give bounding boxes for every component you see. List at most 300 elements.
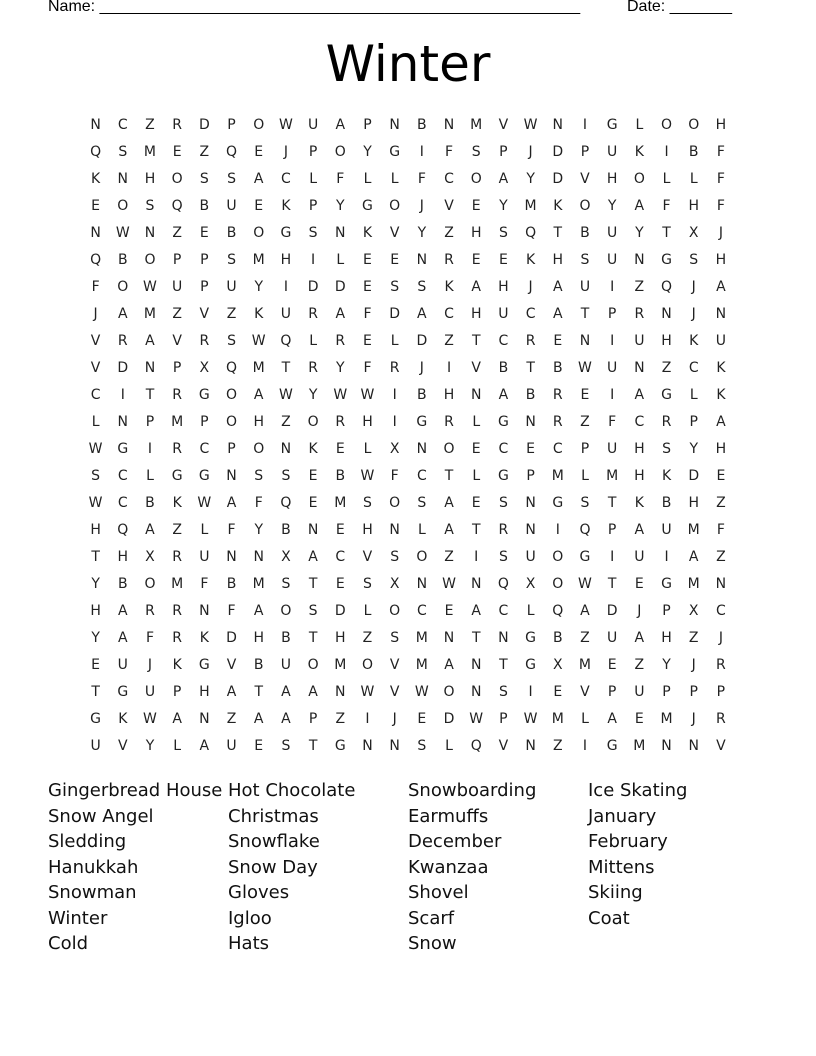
grid-letter[interactable]: N — [634, 252, 645, 268]
grid-letter[interactable]: O — [443, 684, 455, 700]
grid-letter[interactable]: Z — [444, 225, 454, 241]
grid-letter[interactable]: Q — [226, 144, 238, 160]
grid-letter[interactable]: J — [691, 657, 696, 673]
grid-letter[interactable]: M — [660, 711, 673, 727]
grid-letter[interactable]: W — [442, 576, 456, 592]
grid-letter[interactable]: X — [389, 576, 400, 592]
grid-letter[interactable]: W — [88, 495, 103, 511]
grid-letter[interactable]: V — [362, 549, 373, 565]
grid-letter[interactable]: N — [117, 414, 129, 430]
grid-letter[interactable]: L — [363, 603, 372, 619]
grid-letter[interactable]: L — [309, 171, 317, 187]
grid-letter[interactable]: F — [145, 630, 154, 646]
grid-letter[interactable]: U — [226, 279, 237, 295]
grid-letter[interactable]: O — [253, 225, 265, 241]
grid-letter[interactable]: S — [308, 603, 318, 619]
grid-letter[interactable]: Z — [281, 414, 291, 430]
grid-letter[interactable]: C — [525, 306, 536, 322]
grid-letter[interactable]: R — [389, 360, 400, 376]
grid-letter[interactable]: V — [117, 738, 128, 754]
grid-letter[interactable]: U — [634, 333, 645, 349]
grid-letter[interactable]: U — [715, 333, 727, 349]
grid-letter[interactable]: A — [117, 630, 128, 646]
grid-letter[interactable]: M — [171, 414, 184, 430]
grid-letter[interactable]: K — [91, 171, 101, 187]
grid-letter[interactable]: J — [93, 306, 98, 322]
grid-letter[interactable]: G — [552, 495, 564, 511]
grid-letter[interactable]: P — [607, 684, 617, 700]
grid-letter[interactable]: L — [363, 171, 372, 187]
grid-letter[interactable]: P — [499, 144, 508, 160]
grid-letter[interactable]: K — [661, 468, 672, 484]
grid-letter[interactable]: L — [336, 252, 345, 268]
grid-letter[interactable]: P — [607, 522, 617, 538]
grid-letter[interactable]: H — [199, 684, 210, 700]
grid-letter[interactable]: G — [334, 738, 346, 754]
grid-letter[interactable]: J — [718, 225, 723, 241]
grid-letter[interactable]: U — [144, 684, 156, 700]
grid-letter[interactable]: A — [253, 387, 264, 403]
grid-letter[interactable]: J — [691, 306, 696, 322]
grid-letter[interactable]: M — [687, 576, 700, 592]
grid-letter[interactable]: R — [172, 441, 183, 457]
grid-letter[interactable]: U — [607, 144, 618, 160]
grid-letter[interactable]: M — [143, 306, 157, 322]
grid-letter[interactable]: U — [661, 522, 672, 538]
grid-letter[interactable]: H — [280, 252, 292, 268]
grid-letter[interactable]: N — [661, 738, 672, 754]
grid-letter[interactable]: P — [662, 684, 671, 700]
grid-letter[interactable]: V — [716, 738, 726, 754]
grid-letter[interactable]: S — [363, 576, 372, 592]
grid-letter[interactable]: F — [608, 414, 617, 430]
grid-letter[interactable]: Z — [172, 306, 182, 322]
grid-letter[interactable]: L — [472, 414, 481, 430]
grid-letter[interactable]: I — [664, 144, 669, 160]
grid-letter[interactable]: H — [634, 441, 645, 457]
grid-letter[interactable]: A — [281, 711, 291, 727]
grid-letter[interactable]: W — [333, 387, 348, 403]
grid-letter[interactable]: K — [634, 144, 644, 160]
grid-letter[interactable]: M — [578, 657, 592, 673]
grid-letter[interactable]: D — [606, 603, 618, 619]
grid-letter[interactable]: H — [470, 306, 482, 322]
grid-letter[interactable]: V — [90, 360, 101, 376]
grid-letter[interactable]: B — [281, 522, 291, 538]
grid-letter[interactable]: B — [525, 387, 536, 403]
grid-letter[interactable]: E — [254, 738, 264, 754]
grid-letter[interactable]: M — [633, 738, 646, 754]
grid-letter[interactable]: R — [444, 252, 454, 268]
grid-letter[interactable]: U — [280, 657, 292, 673]
grid-letter[interactable]: E — [363, 252, 372, 268]
grid-letter[interactable]: C — [634, 414, 645, 430]
grid-letter[interactable]: H — [688, 495, 699, 511]
grid-letter[interactable]: Z — [580, 630, 590, 646]
grid-letter[interactable]: B — [335, 468, 346, 484]
grid-letter[interactable]: C — [498, 603, 509, 619]
grid-letter[interactable]: O — [552, 576, 564, 592]
grid-letter[interactable]: N — [90, 117, 101, 133]
grid-letter[interactable]: W — [88, 441, 103, 457]
grid-letter[interactable]: U — [226, 198, 237, 214]
grid-letter[interactable]: B — [498, 360, 509, 376]
grid-letter[interactable]: Q — [90, 252, 102, 268]
grid-letter[interactable]: E — [634, 576, 644, 592]
grid-letter[interactable]: K — [689, 333, 699, 349]
grid-letter[interactable]: F — [200, 576, 209, 592]
grid-letter[interactable]: S — [254, 468, 264, 484]
grid-letter[interactable]: X — [389, 441, 400, 457]
grid-letter[interactable]: J — [637, 603, 642, 619]
grid-letter[interactable]: P — [363, 117, 372, 133]
grid-letter[interactable]: Z — [444, 333, 454, 349]
grid-letter[interactable]: K — [308, 441, 318, 457]
grid-letter[interactable]: W — [360, 468, 375, 484]
grid-letter[interactable]: H — [362, 522, 373, 538]
grid-letter[interactable]: F — [336, 171, 345, 187]
grid-letter[interactable]: J — [419, 198, 424, 214]
grid-letter[interactable]: W — [143, 279, 157, 295]
grid-letter[interactable]: Y — [91, 576, 100, 592]
grid-letter[interactable]: R — [661, 414, 672, 430]
grid-letter[interactable]: Z — [226, 711, 237, 727]
grid-letter[interactable]: I — [283, 279, 288, 295]
grid-letter[interactable]: L — [445, 738, 453, 754]
grid-letter[interactable]: G — [90, 711, 102, 727]
grid-letter[interactable]: C — [416, 468, 427, 484]
grid-letter[interactable]: E — [172, 144, 182, 160]
grid-letter[interactable]: Y — [499, 198, 508, 214]
grid-letter[interactable]: R — [308, 360, 318, 376]
grid-letter[interactable]: H — [362, 414, 373, 430]
grid-letter[interactable]: R — [308, 306, 318, 322]
grid-letter[interactable]: E — [308, 495, 318, 511]
grid-letter[interactable]: K — [716, 387, 726, 403]
grid-letter[interactable]: S — [308, 225, 318, 241]
grid-letter[interactable]: H — [715, 252, 727, 268]
grid-letter[interactable]: N — [335, 225, 346, 241]
grid-letter[interactable]: R — [145, 603, 155, 619]
grid-letter[interactable]: W — [414, 684, 429, 700]
grid-letter[interactable]: H — [443, 387, 455, 403]
grid-letter[interactable]: E — [335, 522, 345, 538]
grid-letter[interactable]: L — [581, 468, 589, 484]
grid-letter[interactable]: P — [716, 684, 726, 700]
grid-letter[interactable]: P — [200, 252, 209, 268]
grid-letter[interactable]: Q — [90, 144, 102, 160]
grid-letter[interactable]: W — [523, 711, 538, 727]
grid-letter[interactable]: V — [389, 657, 400, 673]
grid-letter[interactable]: S — [471, 144, 481, 160]
grid-letter[interactable]: N — [199, 711, 210, 727]
grid-letter[interactable]: O — [389, 603, 401, 619]
grid-letter[interactable]: M — [171, 576, 184, 592]
grid-letter[interactable]: P — [227, 117, 236, 133]
grid-letter[interactable]: G — [198, 387, 210, 403]
grid-letter[interactable]: F — [363, 360, 372, 376]
grid-letter[interactable]: C — [444, 306, 454, 322]
grid-letter[interactable]: A — [281, 684, 291, 700]
grid-letter[interactable]: S — [227, 171, 236, 187]
grid-letter[interactable]: I — [582, 117, 588, 133]
grid-letter[interactable]: U — [117, 657, 128, 673]
grid-letter[interactable]: L — [173, 738, 182, 754]
grid-letter[interactable]: A — [634, 630, 645, 646]
grid-letter[interactable]: H — [117, 549, 129, 565]
grid-letter[interactable]: O — [144, 576, 156, 592]
grid-letter[interactable]: H — [498, 279, 509, 295]
grid-letter[interactable]: W — [360, 387, 375, 403]
grid-letter[interactable]: U — [226, 738, 237, 754]
grid-letter[interactable]: E — [634, 711, 644, 727]
grid-letter[interactable]: B — [688, 144, 699, 160]
grid-letter[interactable]: N — [144, 360, 156, 376]
grid-letter[interactable]: C — [498, 441, 509, 457]
grid-letter[interactable]: C — [688, 360, 699, 376]
grid-letter[interactable]: U — [607, 360, 618, 376]
grid-letter[interactable]: P — [499, 711, 508, 727]
grid-letter[interactable]: Z — [634, 279, 645, 295]
grid-letter[interactable]: Y — [635, 225, 644, 241]
grid-letter[interactable]: Q — [171, 198, 183, 214]
grid-letter[interactable]: M — [551, 468, 564, 484]
grid-letter[interactable]: S — [390, 279, 400, 295]
grid-letter[interactable]: E — [471, 252, 481, 268]
grid-letter[interactable]: P — [689, 414, 698, 430]
grid-letter[interactable]: L — [472, 468, 481, 484]
grid-letter[interactable]: G — [280, 225, 292, 241]
grid-letter[interactable]: S — [580, 252, 590, 268]
grid-letter[interactable]: N — [226, 468, 237, 484]
grid-letter[interactable]: R — [552, 414, 563, 430]
grid-letter[interactable]: H — [606, 171, 618, 187]
grid-letter[interactable]: T — [607, 495, 617, 511]
grid-letter[interactable]: J — [392, 711, 397, 727]
grid-letter[interactable]: Z — [716, 495, 726, 511]
grid-letter[interactable]: Z — [335, 711, 346, 727]
grid-letter[interactable]: P — [580, 441, 590, 457]
grid-letter[interactable]: A — [172, 711, 182, 727]
grid-letter[interactable]: N — [280, 441, 292, 457]
grid-letter[interactable]: T — [471, 630, 481, 646]
grid-letter[interactable]: P — [308, 144, 318, 160]
grid-letter[interactable]: P — [580, 144, 590, 160]
grid-letter[interactable]: H — [715, 441, 727, 457]
grid-letter[interactable]: X — [688, 603, 699, 619]
grid-letter[interactable]: Y — [607, 198, 617, 214]
grid-letter[interactable]: V — [199, 306, 210, 322]
grid-letter[interactable]: A — [417, 306, 427, 322]
grid-letter[interactable]: A — [335, 306, 346, 322]
grid-letter[interactable]: Z — [634, 657, 645, 673]
grid-letter[interactable]: U — [172, 279, 183, 295]
grid-letter[interactable]: V — [498, 117, 509, 133]
grid-letter[interactable]: A — [308, 549, 318, 565]
grid-letter[interactable]: C — [117, 468, 128, 484]
grid-letter[interactable]: L — [635, 117, 644, 133]
grid-letter[interactable]: C — [117, 117, 128, 133]
grid-letter[interactable]: D — [416, 333, 428, 349]
grid-letter[interactable]: A — [117, 306, 128, 322]
grid-letter[interactable]: S — [498, 684, 508, 700]
grid-letter[interactable]: G — [497, 468, 509, 484]
grid-letter[interactable]: R — [199, 333, 210, 349]
grid-letter[interactable]: P — [227, 441, 236, 457]
grid-letter[interactable]: Z — [661, 360, 672, 376]
grid-letter[interactable]: S — [498, 225, 508, 241]
grid-letter[interactable]: L — [200, 522, 209, 538]
grid-letter[interactable]: R — [444, 414, 454, 430]
grid-letter[interactable]: U — [579, 279, 591, 295]
grid-letter[interactable]: A — [498, 171, 509, 187]
grid-letter[interactable]: S — [662, 441, 671, 457]
grid-letter[interactable]: O — [470, 171, 482, 187]
grid-letter[interactable]: B — [253, 657, 264, 673]
grid-letter[interactable]: A — [117, 603, 128, 619]
grid-letter[interactable]: S — [689, 252, 699, 268]
grid-letter[interactable]: N — [525, 522, 536, 538]
grid-letter[interactable]: A — [716, 279, 726, 295]
grid-letter[interactable]: W — [197, 495, 212, 511]
grid-letter[interactable]: B — [145, 495, 155, 511]
grid-letter[interactable]: E — [471, 198, 481, 214]
grid-letter[interactable]: B — [552, 630, 563, 646]
grid-letter[interactable]: T — [607, 576, 617, 592]
grid-letter[interactable]: O — [633, 171, 645, 187]
grid-letter[interactable]: F — [716, 171, 725, 187]
grid-letter[interactable]: N — [470, 576, 482, 592]
grid-letter[interactable]: Z — [172, 522, 182, 538]
grid-letter[interactable]: S — [580, 495, 590, 511]
grid-letter[interactable]: A — [444, 522, 454, 538]
grid-letter[interactable]: T — [254, 684, 263, 700]
grid-letter[interactable]: P — [526, 468, 535, 484]
grid-letter[interactable]: F — [445, 144, 454, 160]
grid-letter[interactable]: K — [444, 279, 454, 295]
grid-letter[interactable]: Y — [526, 171, 535, 187]
grid-letter[interactable]: O — [171, 171, 183, 187]
grid-letter[interactable]: P — [200, 279, 209, 295]
grid-letter[interactable]: T — [499, 657, 508, 673]
grid-letter[interactable]: J — [419, 360, 424, 376]
grid-letter[interactable]: L — [309, 333, 317, 349]
grid-letter[interactable]: A — [471, 279, 481, 295]
grid-letter[interactable]: O — [389, 198, 401, 214]
grid-letter[interactable]: E — [335, 441, 345, 457]
grid-letter[interactable]: N — [498, 630, 509, 646]
grid-letter[interactable]: O — [117, 279, 129, 295]
grid-letter[interactable]: N — [579, 333, 591, 349]
grid-letter[interactable]: R — [716, 657, 726, 673]
grid-letter[interactable]: S — [227, 252, 236, 268]
grid-letter[interactable]: O — [226, 387, 238, 403]
grid-letter[interactable]: S — [390, 630, 400, 646]
grid-letter[interactable]: J — [691, 279, 696, 295]
grid-letter[interactable]: K — [526, 252, 536, 268]
grid-letter[interactable]: A — [552, 306, 563, 322]
grid-letter[interactable]: F — [716, 144, 725, 160]
grid-letter[interactable]: G — [117, 684, 129, 700]
grid-letter[interactable]: O — [416, 549, 428, 565]
grid-letter[interactable]: S — [363, 495, 372, 511]
grid-letter[interactable]: B — [226, 225, 237, 241]
grid-letter[interactable]: Z — [688, 630, 699, 646]
grid-letter[interactable]: Y — [689, 441, 698, 457]
grid-letter[interactable]: W — [143, 711, 157, 727]
grid-letter[interactable]: Z — [172, 225, 182, 241]
grid-letter[interactable]: V — [389, 225, 400, 241]
grid-letter[interactable]: C — [335, 549, 346, 565]
grid-letter[interactable]: I — [610, 387, 615, 403]
grid-letter[interactable]: J — [147, 657, 153, 673]
grid-letter[interactable]: T — [553, 225, 563, 241]
grid-letter[interactable]: L — [581, 711, 589, 727]
grid-letter[interactable]: U — [307, 117, 319, 133]
grid-letter[interactable]: O — [253, 441, 265, 457]
grid-letter[interactable]: Z — [444, 549, 454, 565]
grid-letter[interactable]: Y — [336, 198, 345, 214]
grid-letter[interactable]: H — [470, 225, 482, 241]
grid-letter[interactable]: K — [553, 198, 563, 214]
grid-letter[interactable]: B — [226, 576, 237, 592]
grid-letter[interactable]: M — [606, 468, 619, 484]
grid-letter[interactable]: A — [444, 657, 454, 673]
grid-letter[interactable]: R — [335, 414, 346, 430]
grid-letter[interactable]: E — [199, 225, 209, 241]
grid-letter[interactable]: Q — [117, 522, 129, 538]
grid-letter[interactable]: D — [198, 117, 210, 133]
grid-letter[interactable]: D — [117, 360, 129, 376]
grid-letter[interactable]: G — [416, 414, 428, 430]
grid-letter[interactable]: X — [281, 549, 291, 565]
grid-letter[interactable]: D — [552, 171, 564, 187]
grid-letter[interactable]: N — [335, 684, 346, 700]
grid-letter[interactable]: C — [416, 603, 427, 619]
grid-letter[interactable]: M — [143, 144, 157, 160]
grid-letter[interactable]: M — [334, 495, 347, 511]
grid-letter[interactable]: N — [389, 117, 400, 133]
grid-letter[interactable]: O — [253, 117, 265, 133]
grid-letter[interactable]: N — [416, 252, 428, 268]
grid-letter[interactable]: F — [417, 171, 426, 187]
grid-letter[interactable]: I — [528, 684, 533, 700]
grid-letter[interactable]: A — [552, 279, 563, 295]
grid-letter[interactable]: W — [578, 576, 592, 592]
grid-letter[interactable]: T — [526, 360, 535, 376]
grid-letter[interactable]: T — [281, 360, 291, 376]
grid-letter[interactable]: I — [392, 414, 397, 430]
grid-letter[interactable]: E — [607, 657, 617, 673]
grid-letter[interactable]: H — [90, 603, 101, 619]
grid-letter[interactable]: S — [417, 495, 427, 511]
grid-letter[interactable]: I — [419, 144, 424, 160]
name-field[interactable]: Name: ______________________________________________________ — [48, 0, 581, 15]
grid-letter[interactable]: W — [360, 684, 375, 700]
grid-letter[interactable]: A — [253, 603, 264, 619]
grid-letter[interactable]: K — [254, 306, 264, 322]
grid-letter[interactable]: O — [579, 198, 591, 214]
grid-letter[interactable]: A — [253, 171, 264, 187]
grid-letter[interactable]: X — [552, 657, 563, 673]
grid-letter[interactable]: U — [634, 549, 645, 565]
grid-letter[interactable]: E — [444, 603, 454, 619]
grid-letter[interactable]: P — [172, 360, 182, 376]
grid-letter[interactable]: H — [715, 117, 727, 133]
grid-letter[interactable]: W — [278, 387, 293, 403]
grid-letter[interactable]: E — [91, 657, 101, 673]
grid-letter[interactable]: R — [498, 522, 509, 538]
